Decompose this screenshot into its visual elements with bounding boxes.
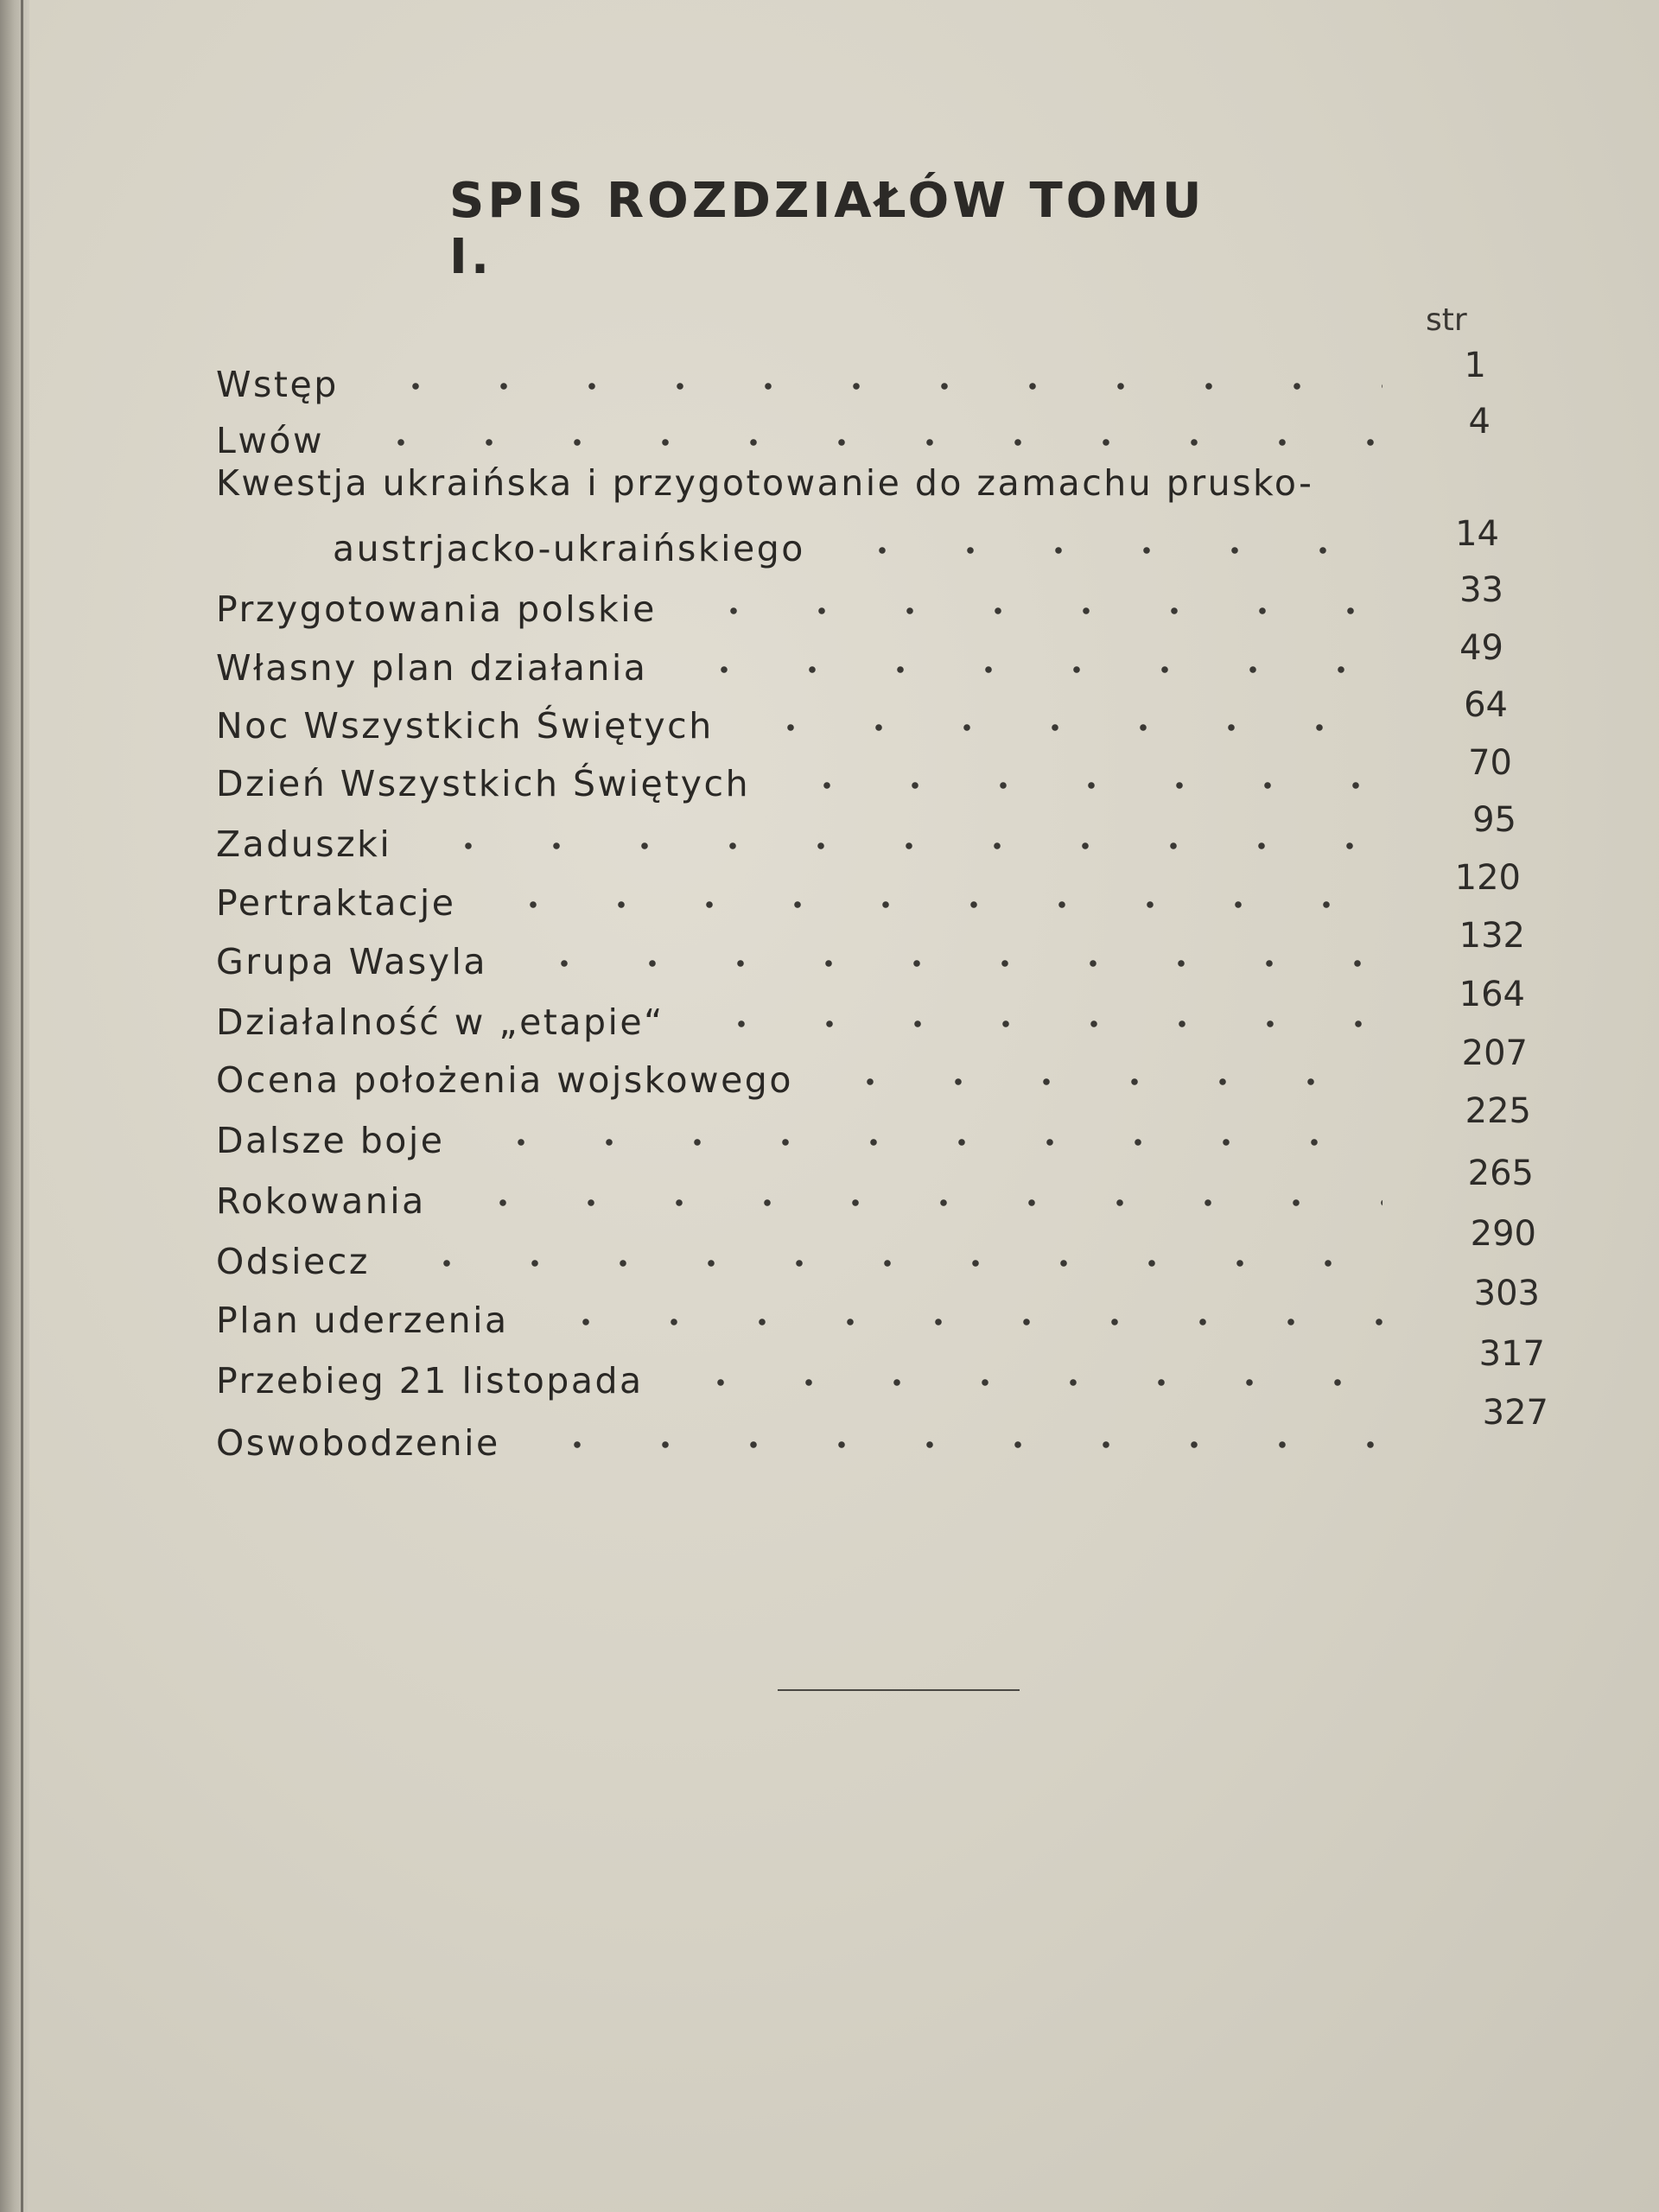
toc-entry-page: 4 <box>1468 402 1491 442</box>
toc-entry <box>216 931 1382 982</box>
dot-leader <box>821 513 1382 556</box>
dot-leader <box>407 809 1382 851</box>
toc-entry <box>216 753 1382 804</box>
toc-entry-title: Pertraktacje <box>216 882 456 925</box>
dot-leader <box>680 987 1382 1029</box>
toc-entry-page: 303 <box>1473 1274 1540 1313</box>
toc-entry-title: austrjacko-ukraińskiego <box>333 528 805 570</box>
toc-entry <box>216 814 1382 865</box>
toc-entry-page: 95 <box>1472 800 1516 840</box>
page-column-label: str <box>1426 302 1467 338</box>
toc-entry-page: 327 <box>1482 1393 1548 1433</box>
toc-entry <box>216 410 1382 461</box>
toc-entry-title: Działalność w „etapie“ <box>216 1001 664 1044</box>
toc-entry-page: 33 <box>1459 570 1503 610</box>
dot-leader <box>672 574 1382 616</box>
toc-entry <box>216 1110 1382 1161</box>
toc-entry-title: Własny plan działania <box>216 647 648 690</box>
dot-leader <box>385 1226 1382 1268</box>
toc-entry-title: Grupa Wasyla <box>216 941 487 983</box>
toc-entry-title: Przebieg 21 listopada <box>216 1360 644 1402</box>
toc-entry-page: 164 <box>1459 975 1525 1014</box>
toc-entry <box>216 1171 1382 1222</box>
dot-leader <box>809 1045 1382 1087</box>
toc-entry-title: Ocena położenia wojskowego <box>216 1059 793 1102</box>
toc-entry-title: Dzień Wszystkich Świętych <box>216 763 751 805</box>
toc-entry-title: Oswobodzenie <box>216 1422 500 1465</box>
toc-entry-page: 290 <box>1470 1214 1536 1254</box>
toc-entry-title: Kwestja ukraińska i przygotowanie do zamachu prusko- <box>216 462 1314 504</box>
dot-leader <box>472 868 1382 910</box>
toc-entry <box>216 354 1382 405</box>
toc-entry-title: Odsiecz <box>216 1241 370 1283</box>
toc-entry-page: 64 <box>1464 685 1508 725</box>
toc-entry-title: Lwów <box>216 420 324 462</box>
toc-entry-title: Rokowania <box>216 1180 426 1223</box>
dot-leader <box>729 690 1382 733</box>
toc-entry <box>216 873 1382 924</box>
toc-entry-page: 120 <box>1454 858 1521 898</box>
dot-leader <box>663 632 1382 675</box>
dot-leader <box>766 748 1382 791</box>
dot-leader <box>460 1105 1382 1147</box>
toc-entry <box>216 1231 1382 1282</box>
toc-entry <box>216 1290 1382 1341</box>
end-rule <box>778 1689 1020 1691</box>
toc-entry-page: 225 <box>1465 1091 1531 1131</box>
toc-entry-page: 132 <box>1459 916 1525 956</box>
toc-entry-title: Dalsze boje <box>216 1120 445 1162</box>
toc-entry-page: 207 <box>1461 1033 1528 1073</box>
toc-entry-continuation <box>333 518 1382 569</box>
toc-entry-page: 317 <box>1478 1334 1545 1374</box>
toc-entry <box>216 579 1382 630</box>
toc-entry-title: Przygotowania polskie <box>216 588 657 631</box>
toc-entry-page: 49 <box>1459 628 1503 668</box>
toc-entry <box>216 638 1382 689</box>
toc-entry <box>216 1413 1382 1464</box>
toc-entry-title: Wstęp <box>216 364 339 406</box>
dot-leader <box>354 349 1382 391</box>
toc-entry-title: Plan uderzenia <box>216 1300 509 1342</box>
toc-entry-page: 265 <box>1467 1154 1534 1193</box>
toc-entry-page: 14 <box>1455 514 1499 554</box>
toc-entry-title: Noc Wszystkich Świętych <box>216 705 714 747</box>
page-title: SPIS ROZDZIAŁÓW TOMU I. <box>449 173 1205 285</box>
dot-leader <box>442 1166 1382 1208</box>
dot-leader <box>524 1285 1382 1327</box>
toc-entry <box>216 696 1382 747</box>
toc-entry-title: Zaduszki <box>216 823 392 866</box>
toc-entry <box>216 1050 1382 1101</box>
toc-entry-page: 1 <box>1464 346 1486 385</box>
dot-leader <box>516 1408 1382 1450</box>
toc-entry <box>216 462 1365 504</box>
dot-leader <box>503 926 1382 969</box>
dot-leader <box>659 1345 1382 1388</box>
toc-entry <box>216 992 1382 1043</box>
dot-leader <box>340 405 1382 448</box>
toc-entry-page: 70 <box>1468 743 1512 783</box>
toc-entry <box>216 1351 1382 1402</box>
